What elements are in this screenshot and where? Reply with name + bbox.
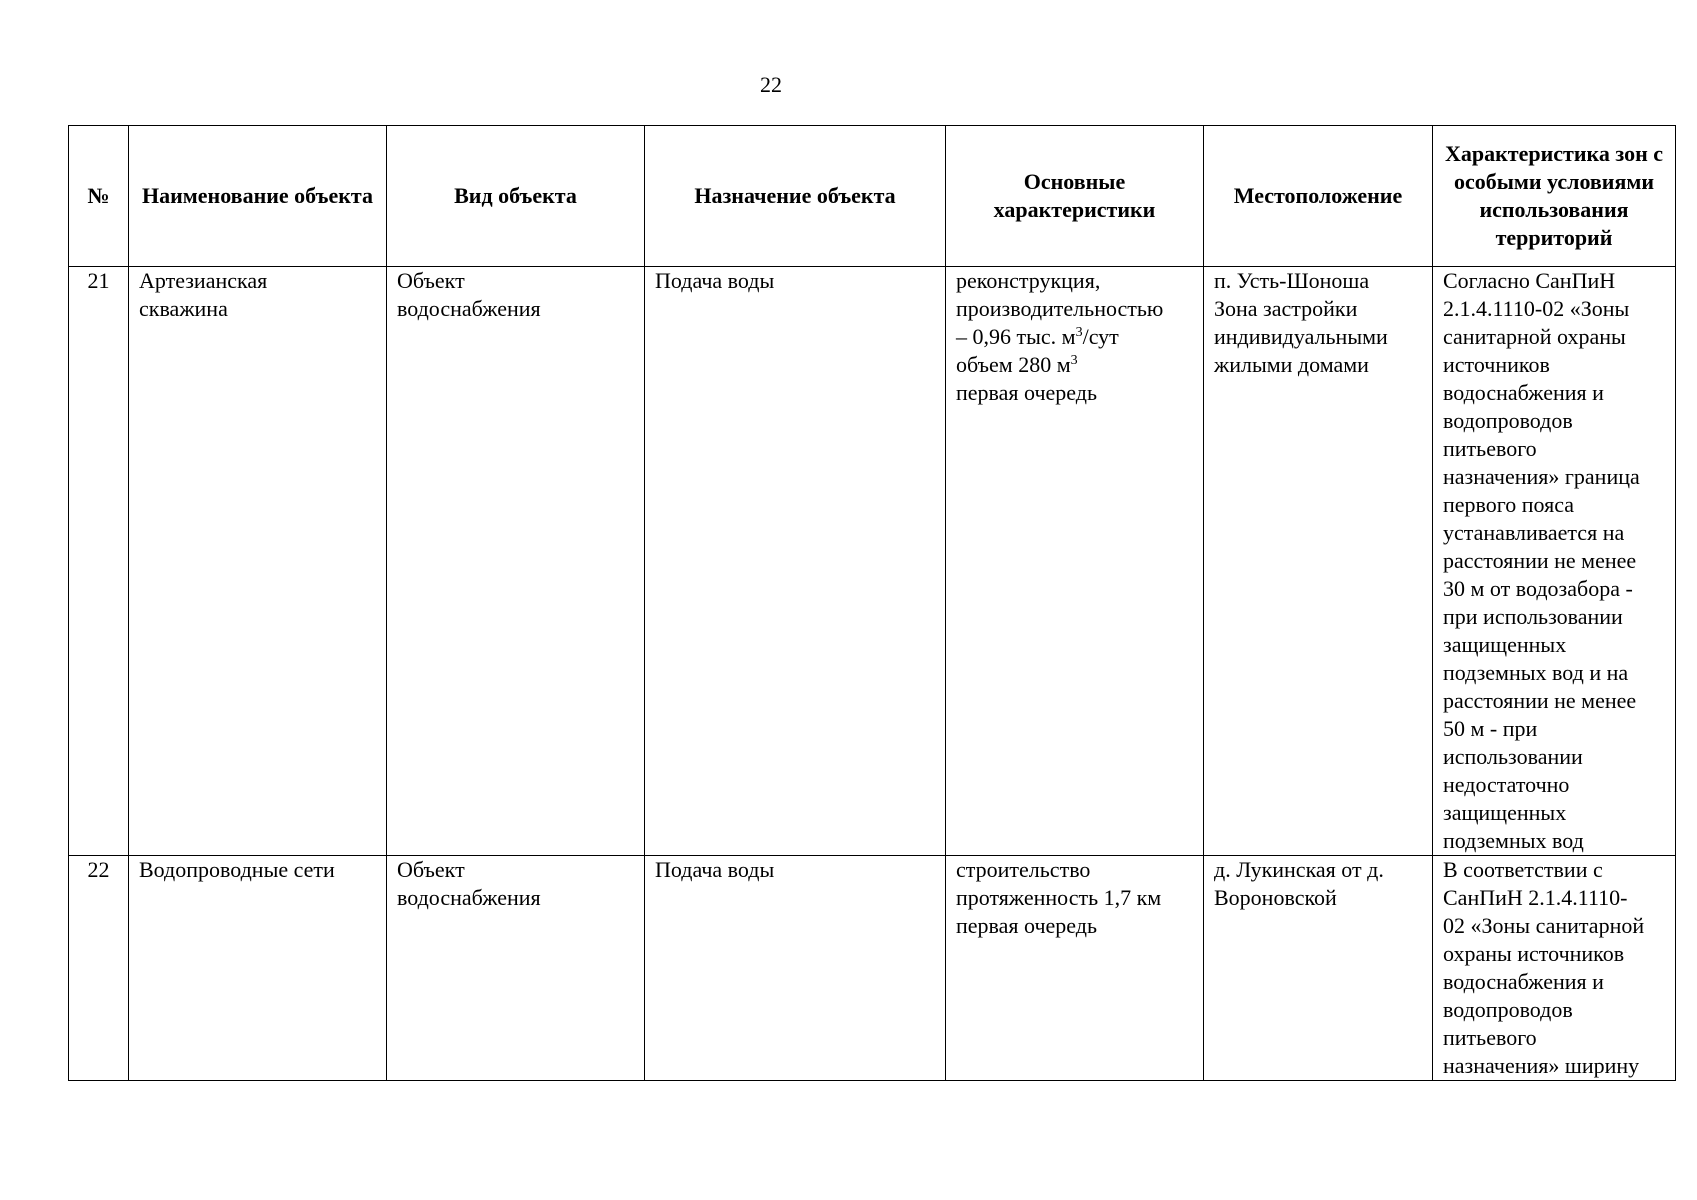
table-row — [69, 267, 1676, 856]
object-purpose: Подача воды — [645, 856, 946, 1081]
header-number: № — [69, 126, 129, 267]
characteristics-line: производительностью — [956, 296, 1164, 321]
characteristics-line: первая очередь — [956, 380, 1097, 405]
table-row — [69, 856, 1676, 1081]
header-zone-characteristics: Характеристика зон с особыми условиями использования территорий — [1433, 126, 1676, 267]
header-main-characteristics: Основные характеристики — [946, 126, 1204, 267]
characteristics-line: – 0,96 тыс. $м^3$/сут — [956, 324, 1119, 349]
zone-characteristics: В соответствии с СанПиН 2.1.4.1110- 02 «Зоны санитарной охраны источников водоснабжения и водопроводов питьевого назначения» ширину — [1433, 856, 1676, 1081]
main-characteristics: строительство протяженность 1,7 км первая очередь — [946, 856, 1204, 1081]
characteristics-line: объем 280 $м^3$ — [956, 352, 1078, 377]
object-location: п. Усть-Шоноша Зона застройки индивидуальными жилыми домами — [1204, 267, 1433, 856]
row-number: 22 — [69, 856, 129, 1081]
header-object-type: Вид объекта — [387, 126, 645, 267]
characteristics-line: реконструкция, — [956, 268, 1101, 293]
page-number: 22 — [760, 72, 782, 97]
object-name: Водопроводные сети — [129, 856, 387, 1081]
header-object-purpose: Назначение объекта — [645, 126, 946, 267]
row-number: 21 — [69, 267, 129, 856]
zone-characteristics: Согласно СанПиН 2.1.4.1110-02 «Зоны санитарной охраны источников водоснабжения и водопроводов питьевого назначения» граница первого пояса устанавливается на расстоянии не менее 30 м от водозабора - при использовании защищенных подземных вод и на расстоянии не менее 50 м - при использовании недостаточно защищенных подземных вод — [1433, 267, 1676, 856]
object-location: д. Лукинская от д. Вороновской — [1204, 856, 1433, 1081]
objects-table — [68, 125, 1676, 1081]
main-characteristics — [946, 267, 1204, 856]
object-purpose: Подача воды — [645, 267, 946, 856]
header-object-name: Наименование объекта — [129, 126, 387, 267]
object-name: Артезианская скважина — [129, 267, 387, 856]
object-type: Объект водоснабжения — [387, 856, 645, 1081]
object-type: Объект водоснабжения — [387, 267, 645, 856]
header-location: Местоположение — [1204, 126, 1433, 267]
table-header-row — [69, 126, 1676, 267]
